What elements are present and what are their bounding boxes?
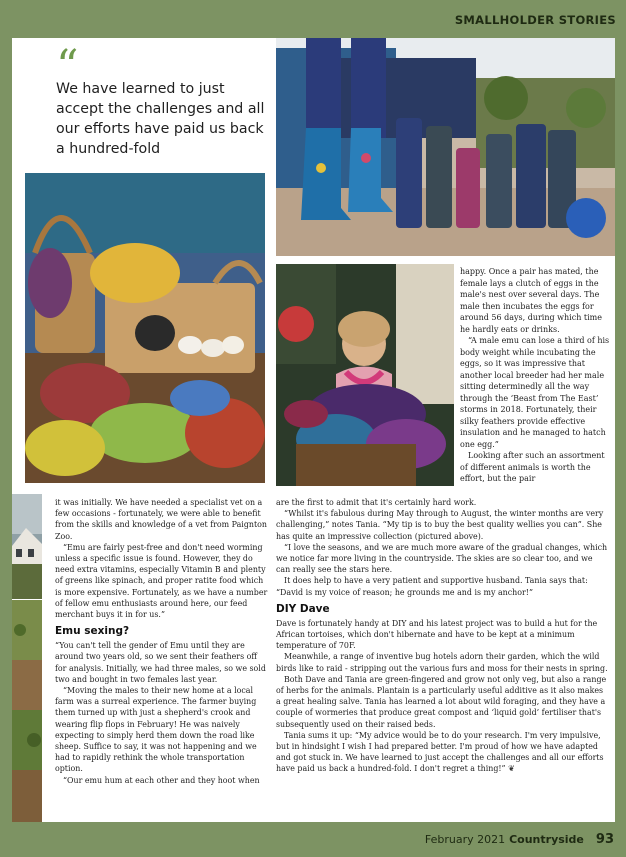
section-title: SMALLHOLDER STORIES xyxy=(454,13,616,27)
end-mark-icon: ❦ xyxy=(508,764,515,774)
footer-credit xyxy=(425,832,614,847)
paragraph: happy. Once a pair has mated, the female lays a clutch of eggs in the male's nest over several days. The male then incubates the eggs for around 56 days, during which time he hardly eats or drinks. xyxy=(460,267,603,334)
photo-wellies xyxy=(276,38,615,256)
paragraph: it was initially. We have needed a specialist vet on a few occasions - fortunately, we were able to benefit from the skills and knowledge of a vet from Paignton Zoo. xyxy=(55,498,267,541)
pull-quote: We have learned to just accept the challenges and all our efforts have paid us back a hundred-fold xyxy=(56,81,265,157)
page-number: 93 xyxy=(595,832,614,847)
paragraph: “You can't tell the gender of Emu until they are around two years old, so we sent their feathers off for analysis. Initially, we had three males, so we sold two and bought in two females last year. xyxy=(55,641,266,684)
subheading-diy-dave: DIY Dave xyxy=(276,602,330,615)
right-column-bottom xyxy=(276,497,608,775)
paragraph: “Our emu hum at each other and they hoot when xyxy=(63,775,260,785)
issue-date: February 2021 xyxy=(424,833,506,846)
header-bar xyxy=(0,0,626,38)
paragraph: Looking after such an assortment of different animals is worth the effort, but the pair xyxy=(460,451,605,483)
paragraph: It does help to have a very patient and supportive husband. Tania says that: “David is my voice of reason; he grounds me and is my anchor!” xyxy=(276,576,588,597)
footer-bar xyxy=(0,822,626,857)
left-strip-photo-garden xyxy=(12,600,42,822)
left-strip-photo-house xyxy=(12,494,42,599)
paragraph: “Emu are fairly pest-free and don't need worming unless a specific issue is found. However, they do need extra vitamins, especially Vitamin B and plenty of greens like spinach, and proper ratite food which is more expensive. Fortunately, as we have a number of fellow emu enthusiasts around here, our feed merchant buys it in for us.” xyxy=(55,542,268,620)
paragraph: “Whilst it's fabulous during May through to August, the winter months are very challenging,” notes Tania. “My tip is to buy the best quality wellies you can”. She has quite an impressive collection (pictured above). xyxy=(276,509,604,541)
magazine-name: Countryside xyxy=(509,833,584,846)
photo-tania-knitting xyxy=(276,264,454,486)
paragraph: are the first to admit that it's certainly hard work. xyxy=(276,498,477,507)
left-column xyxy=(55,497,269,786)
paragraph: Both Dave and Tania are green-fingered and grow not only veg, but also a range of herbs for the animals. Plantain is a particularly useful additive as it also makes a great healing salve. Tania has learned a lot about wild foraging, and they have a couple of wormeries that produce great compost and ‘liquid gold’ fertiliser that's subsequently used on their raised beds. xyxy=(276,674,607,729)
subheading-emu-sexing: Emu sexing? xyxy=(55,625,130,638)
paragraph: “Moving the males to their new home at a local farm was a surreal experience. The farmer buying them turned up with just a shepherd's crook and wearing flip flops in February! He was naively expecting to simply herd them down the road like sheep. Suffice to say, it was not happening and we had to rapidly rethink the whole transportation option. xyxy=(55,686,257,774)
paragraph xyxy=(276,730,608,775)
paragraph: Meanwhile, a range of inventive bug hotels adorn their garden, which the wild birds like to raid - stripping out the various furs and moss for their nests in spring. xyxy=(276,652,608,673)
paragraph: “A male emu can lose a third of his body weight while incubating the eggs, so it was impressive that another local breeder had her male sitting determinedly all the way through the ‘Beast from The East’ storms in 2018. Fortunately, their silky feathers provide effective insulation and he managed to hatch one egg.” xyxy=(460,336,610,449)
photo-baskets-wool xyxy=(25,173,265,483)
right-column-top xyxy=(460,266,612,485)
quote-mark: “ xyxy=(56,41,79,92)
closing-paragraph: Tania sums it up: “My advice would be to do your research. I'm very impulsive, but in hindsight I wish I had prepared better. I'm proud of how we have adapted and got stuck in. We have learned to just accept the challenges and all our efforts have paid us back a hundred-fold. I don't regret a thing!” xyxy=(276,730,604,774)
left-margin xyxy=(0,36,12,821)
paragraph: “I love the seasons, and we are much more aware of the gradual changes, which we notice far more living in the countryside. The skies are so clear too, and we can really see the stars here. xyxy=(276,542,608,575)
paragraph: Dave is fortunately handy at DIY and his latest project was to build a hut for the African tortoises, which don't hibernate and have to be kept at a minimum temperature of 70F. xyxy=(276,618,598,651)
